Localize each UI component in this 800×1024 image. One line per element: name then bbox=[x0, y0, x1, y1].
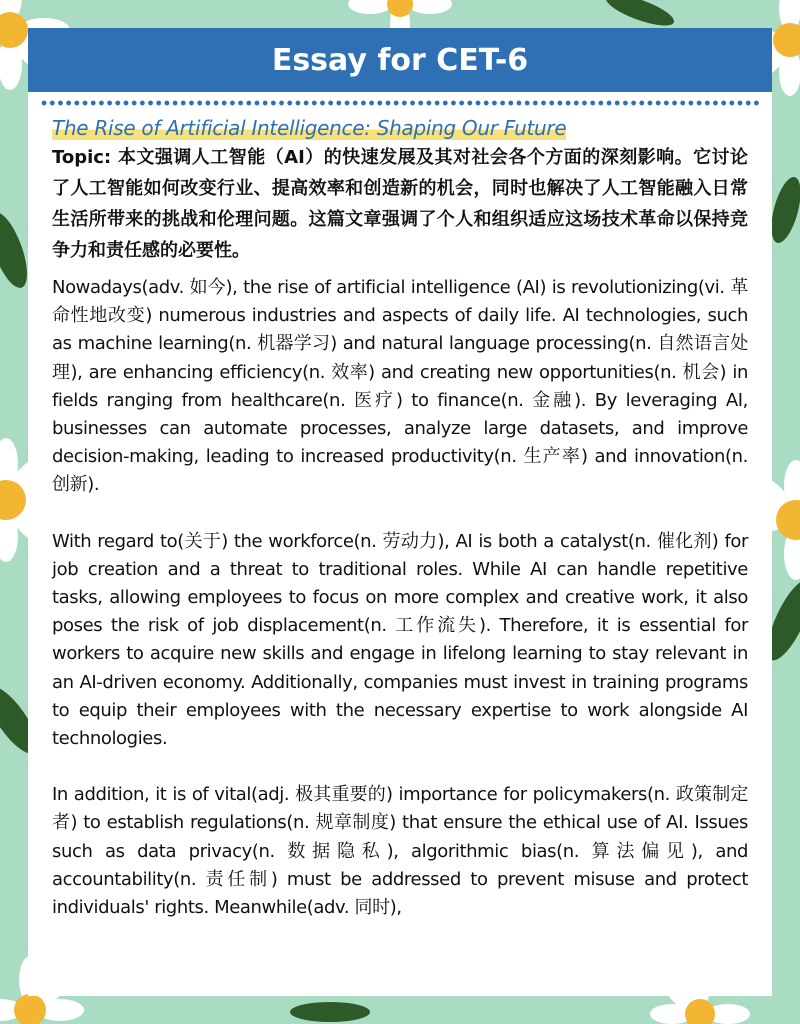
essay-title: The Rise of Artificial Intelligence: Shaping Our Future bbox=[52, 116, 567, 140]
header-banner bbox=[28, 28, 772, 92]
essay-paragraph-1: Nowadays(adv. 如今), the rise of artificial intelligence (AI) is revolutionizing(vi. 革命性地改变) numerous industries and aspects of daily life. AI technologies, such as machine learning(n. 机器学习) and natural language processing(n. 自然语言处理), are enhancing efficiency(n. 效率) and creating new opportunities(n. 机会) in fields ranging from healthcare(n. 医疗) to finance(n. 金融). By leveraging AI, businesses can automate processes, analyze large datasets, and improve decision-making, leading to increased productivity(n. 生产率) and innovation(n. 创新). bbox=[52, 277, 748, 496]
topic-summary bbox=[52, 142, 748, 266]
topic-label: Topic: bbox=[52, 147, 118, 168]
essay-paragraph-3: In addition, it is of vital(adj. 极其重要的) importance for policymakers(n. 政策制定者) to establish regulations(n. 规章制度) that ensure the ethical use of AI. Issues such as data privacy(n. 数据隐私), algorithmic bias(n. 算法偏见), and accountability(n. 责任制) must be addressed to prevent misuse and protect individuals' rights. Meanwhile(adv. 同时), bbox=[52, 784, 748, 919]
header-title: Essay for CET-6 bbox=[271, 42, 529, 78]
essay-card bbox=[28, 28, 772, 996]
essay-content bbox=[52, 114, 748, 922]
dotted-divider bbox=[40, 100, 760, 106]
essay-paragraph-2: With regard to(关于) the workforce(n. 劳动力), AI is both a catalyst(n. 催化剂) for job creation and a threat to traditional roles. While AI can handle repetitive tasks, allowing employees to focus on more complex and creative work, it also poses the risk of job displacement(n. 工作流失). Therefore, it is essential for workers to acquire new skills and engage in lifelong learning to stay relevant in an AI-driven economy. Additionally, companies must invest in training programs to equip their employees with the necessary expertise to work alongside AI technologies. bbox=[52, 530, 748, 750]
topic-text: 本文强调人工智能（AI）的快速发展及其对社会各个方面的深刻影响。它讨论了人工智能如何改变行业、提高效率和创造新的机会，同时也解决了人工智能融入日常生活所带来的挑战和伦理问题。这篇文章强调了个人和组织适应这场技术革命以保持竞争力和责任感的必要性。 bbox=[52, 147, 748, 261]
